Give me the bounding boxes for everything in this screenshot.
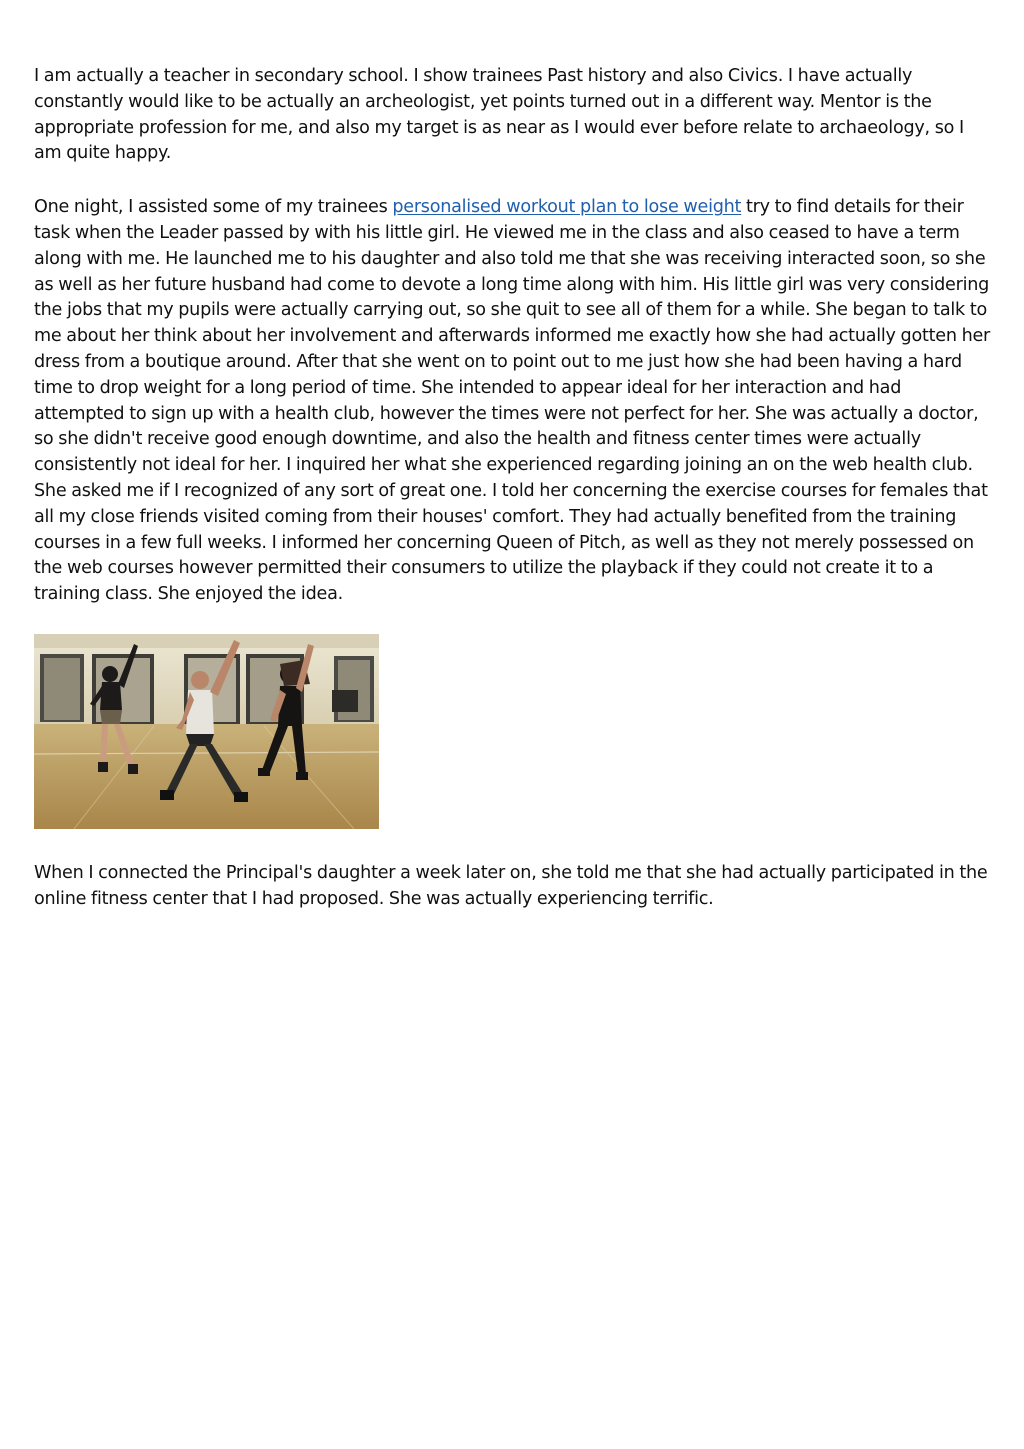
dance-workout-photo bbox=[34, 634, 379, 829]
workout-plan-link[interactable]: personalised workout plan to lose weight bbox=[392, 197, 742, 218]
paragraph-3: When I connected the Principal's daughter a week later on, she told me that she had actually participated in the online fitness center that I had proposed. She was actually experiencing terrific. bbox=[34, 862, 988, 909]
paragraph-2 bbox=[34, 195, 994, 608]
paragraph-2-body: try to find details for their task when the Leader passed by with his little girl. He viewed me in the class and also ceased to have a term along with me. He launched me to his daughter and also told me that she was receiving interacted soon, so she as well as her future husband had come to devote a long time along with him. His little girl was very considering the jobs that my pupils were actually carrying out, so she quit to see all of them for a while. She began to talk to me about her think about her involvement and afterwards informed me exactly how she had actually gotten her dress from a boutique around. After that she went on to point out to me just how she had been having a hard time to drop weight for a long period of time. She intended to appear ideal for her interaction and had attempted to sign up with a health club, however the times were not perfect for her. She was actually a doctor, so she didn't receive good enough downtime, and also the health and fitness center times were actually consistently not ideal for her. I inquired her what she experienced regarding joining an on the web health club. She asked me if I recognized of any sort of great one. I told her concerning the exercise courses for females that all my close friends visited coming from their houses' comfort. They had actually benefited from the training courses in a few full weeks. I informed her concerning Queen of Pitch, as well as they not merely possessed on the web courses however permitted their consumers to utilize the playback if they could not create it to a training class. She enjoyed the idea. bbox=[34, 197, 991, 605]
article-body bbox=[34, 64, 994, 913]
paragraph-1: I am actually a teacher in secondary school. I show trainees Past history and also Civics. I have actually constantly would like to be actually an archeologist, yet points turned out in a different way. Mentor is the appropriate profession for me, and also my target is as near as I would ever before relate to archaeology, so I am quite happy. bbox=[34, 66, 964, 164]
paragraph-2-lead: One night, I assisted some of my trainees bbox=[34, 197, 393, 218]
